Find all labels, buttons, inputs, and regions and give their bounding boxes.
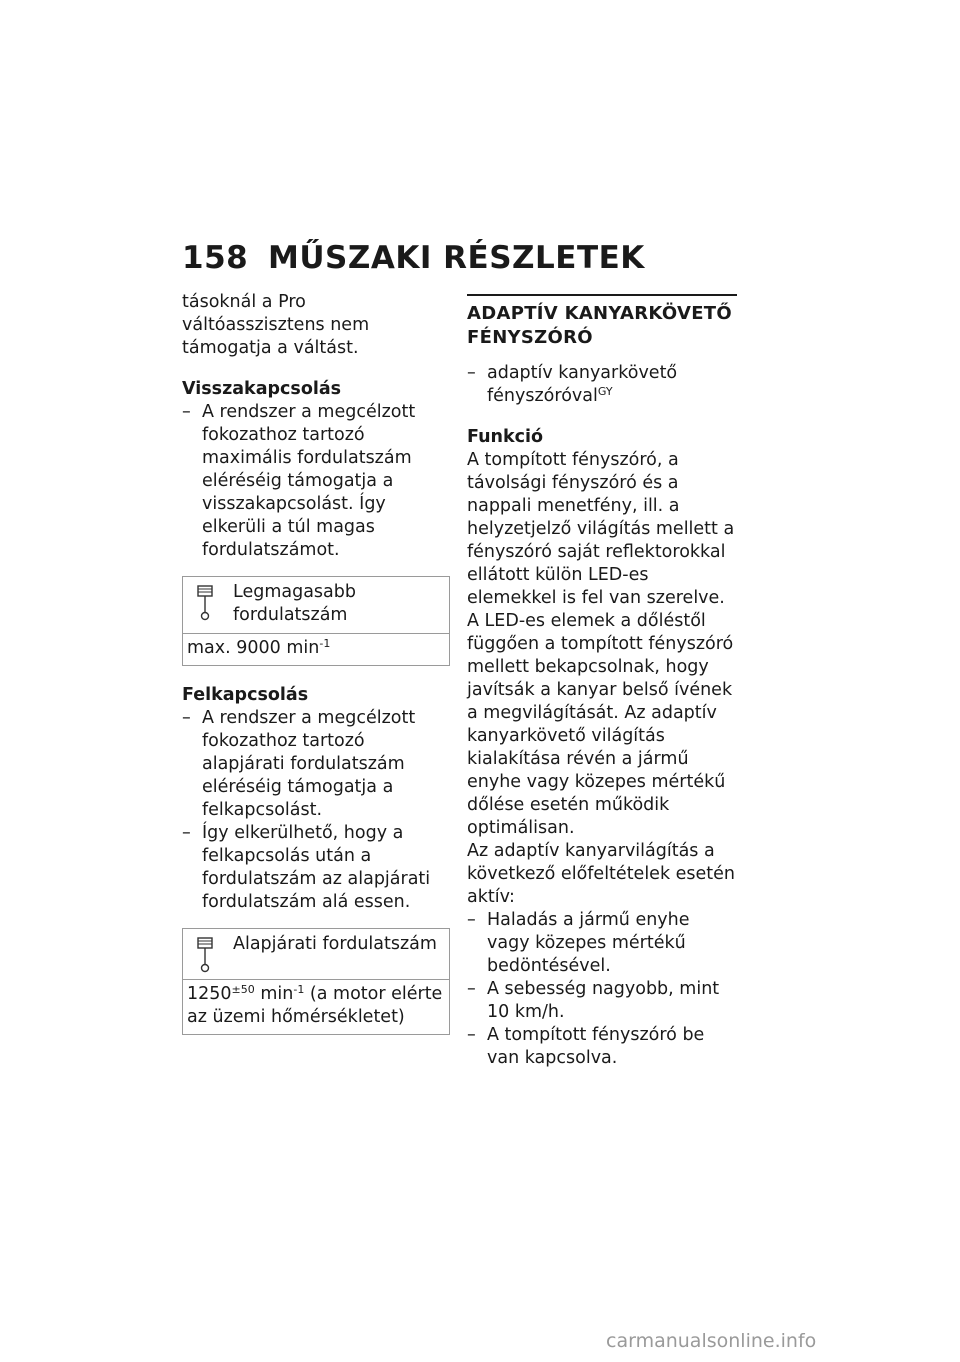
upshift-bullet-2: Így elkerülhető, hogy a felkapcsolás után a fordulatszám az alapjárati fordulatszám alá essen. bbox=[202, 823, 431, 912]
downshift-bullet: A rendszer a megcélzott fokozathoz tartozó maximális fordulatszám eléréséig támogatja a visszakapcsolást. Így elkerüli a túl magas fordulatszámot. bbox=[202, 402, 416, 560]
list-item bbox=[182, 822, 450, 914]
page-title: MŰSZAKI RÉSZLETEK bbox=[268, 240, 645, 276]
condition-text: A sebesség nagyobb, mint 10 km/h. bbox=[487, 979, 720, 1022]
left-column bbox=[182, 291, 450, 1035]
dash-marker: – bbox=[467, 910, 476, 930]
spec-header bbox=[183, 929, 449, 980]
page-header bbox=[182, 240, 742, 276]
right-column bbox=[467, 291, 737, 1070]
function-heading: Funkció bbox=[467, 427, 544, 447]
list-item bbox=[467, 362, 737, 408]
list-item bbox=[182, 707, 450, 822]
list-item bbox=[467, 978, 737, 1024]
upshift-bullet-1: A rendszer a megcélzott fokozathoz tartozó alapjárati fordulatszám eléréséig támogatja a felkapcsolást. bbox=[202, 708, 416, 820]
upshift-heading: Felkapcsolás bbox=[182, 685, 309, 705]
list-item bbox=[467, 1024, 737, 1070]
function-paragraph: A tompított fényszóró, a távolsági fényszóró és a nappali menetfény, ill. a helyzetjelző világítás mellett a fényszóró saját reflektorokkal ellátott külön LED-es elemekkel is fel van szerelve. A LED-es elemek a dőléstől függően a tompított fényszóró mellett bekapcsolnak, hogy javítsák a kanyar belső ívének a megvilágítását. Az adaptív kanyarkövető világítás kialakítása révén a jármű enyhe vagy közepes mértékű dőlése esetén működik optimálisan. bbox=[467, 450, 735, 838]
condition-text: A tompított fényszóró be van kapcsolva. bbox=[487, 1025, 705, 1068]
downshift-heading: Visszakapcsolás bbox=[182, 379, 342, 399]
option-text: adaptív kanyarkövető fényszóróval bbox=[487, 363, 678, 406]
spec-value: max. 9000 $\min^{-1}$ bbox=[187, 637, 331, 658]
dash-marker: – bbox=[182, 402, 191, 422]
option-tag: GY bbox=[597, 385, 613, 398]
spec-box-idle-rpm bbox=[182, 928, 450, 1035]
list-item bbox=[467, 909, 737, 978]
engine-piston-icon bbox=[197, 937, 213, 973]
dash-marker: – bbox=[467, 1025, 476, 1045]
dash-marker: – bbox=[182, 823, 191, 843]
spec-box-max-rpm bbox=[182, 576, 450, 666]
dash-marker: – bbox=[467, 979, 476, 999]
list-item bbox=[182, 401, 450, 562]
condition-text: Haladás a jármű enyhe vagy közepes mértékű bedöntésével. bbox=[487, 910, 690, 976]
spec-label: Alapjárati fordulatszám bbox=[233, 934, 437, 954]
engine-piston-icon bbox=[197, 585, 213, 621]
spec-header bbox=[183, 577, 449, 634]
page-number: 158 bbox=[182, 240, 249, 276]
section-title: ADAPTÍV KANYARKÖVETŐ FÉNYSZÓRÓ bbox=[467, 303, 732, 348]
spec-value: $1250^{\pm 50}$ $\min^{-1} (a$ motor elérte az üzemi hőmérsékletet) bbox=[187, 983, 443, 1027]
conditions-intro: Az adaptív kanyarvilágítás a következő előfeltételek esetén aktív: bbox=[467, 841, 736, 907]
section-divider bbox=[467, 294, 737, 296]
intro-text: tásoknál a Pro váltóasszisztens nem támogatja a váltást. bbox=[182, 292, 370, 358]
dash-marker: – bbox=[467, 363, 476, 383]
dash-marker: – bbox=[182, 708, 191, 728]
spec-label: Legmagasabb fordulatszám bbox=[233, 582, 356, 625]
watermark: carmanualsonline.info bbox=[606, 1330, 817, 1352]
